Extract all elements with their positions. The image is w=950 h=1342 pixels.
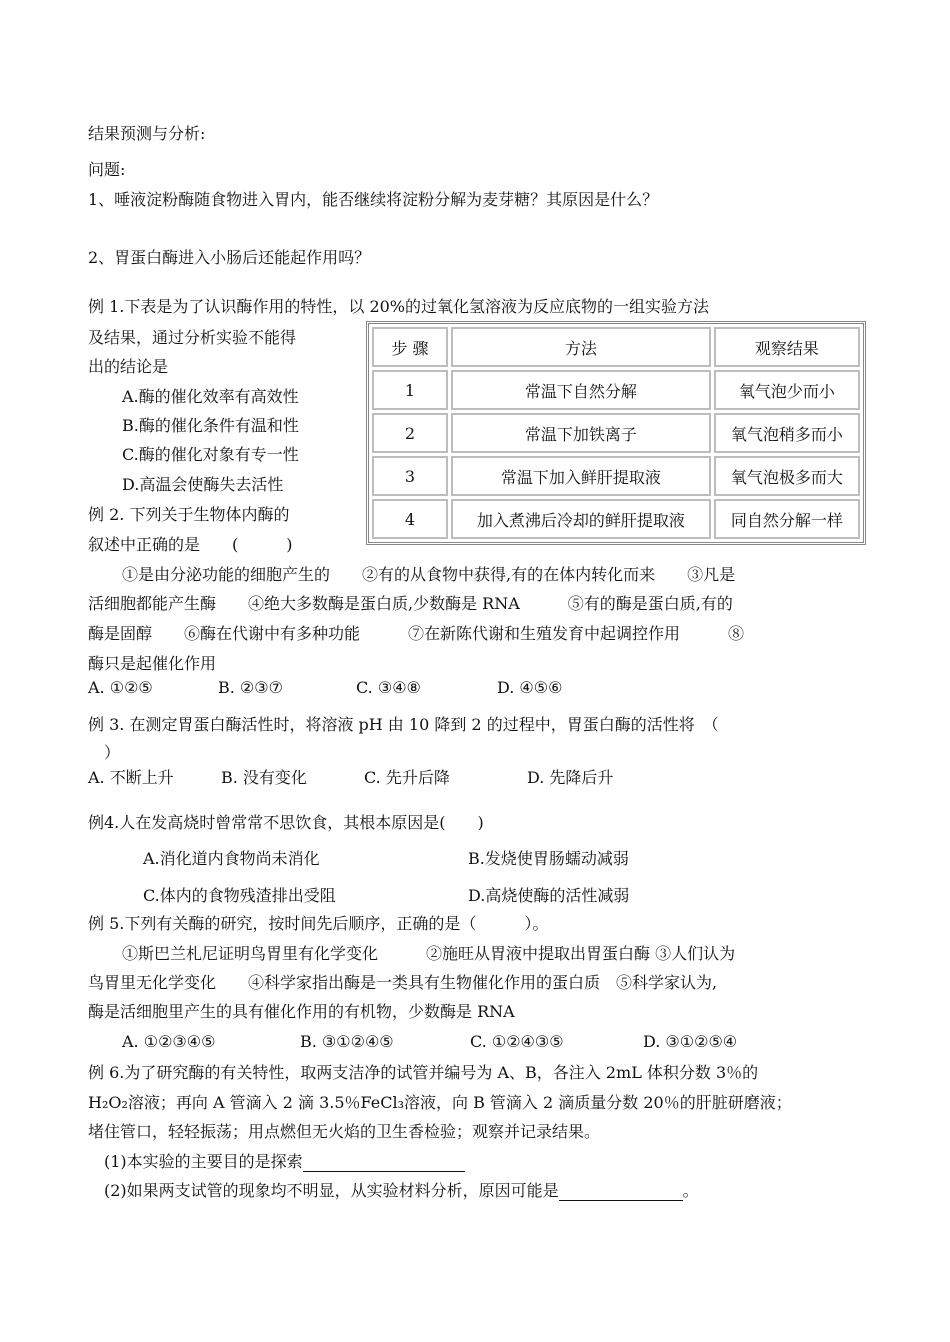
table-row (372, 413, 860, 453)
example-2-option-a: A. ①②⑤ (88, 678, 153, 697)
example-5-option-d: D. ③①②⑤④ (643, 1032, 738, 1051)
example-4-option-d: D.高烧使酶的活性减弱 (468, 886, 630, 905)
example-4-line-1: 例4.人在发高烧时曾常常不思饮食，其根本原因是( ) (88, 813, 484, 832)
example-5-option-a: A. ①②③④⑤ (122, 1032, 216, 1051)
table-cell: 常温下自然分解 (451, 370, 711, 410)
example-1-line-1: 例 1.下表是为了认识酶作用的特性，以 20%的过氧化氢溶液为反应底物的一组实验方法 (88, 297, 710, 316)
example-2-line-1: 例 2. 下列关于生物体内酶的 (88, 505, 290, 524)
example-2-body-2: 活细胞都能产生酶 ④绝大多数酶是蛋白质,少数酶是 RNA ⑤有的酶是蛋白质,有的 (88, 594, 733, 613)
example-2-line-2: 叙述中正确的是 ( ) (88, 535, 293, 554)
table-header-step: 步 骤 (372, 327, 448, 367)
example-5-body-3: 酶是活细胞里产生的具有催化作用的有机物，少数酶是 RNA (88, 1002, 515, 1021)
table-cell: 氧气泡稍多而小 (714, 413, 860, 453)
section-title: 结果预测与分析: (88, 124, 206, 143)
example-5-option-b: B. ③①②④⑤ (300, 1032, 394, 1051)
example-1-option-b: B.酶的催化条件有温和性 (122, 416, 299, 435)
example-3-line-1: 例 3. 在测定胃蛋白酶活性时，将溶液 pH 由 10 降到 2 的过程中，胃蛋白酶的活性将 （ (88, 715, 719, 734)
example-6-line-3: 堵住管口，轻轻振荡；用点燃但无火焰的卫生香检验；观察并记录结果。 (88, 1122, 601, 1141)
example-3-option-b: B. 没有变化 (221, 768, 307, 787)
example-6-line-1: 例 6.为了研究酶的有关特性，取两支洁净的试管并编号为 A、B，各注入 2mL 体积分数 3％的 (88, 1063, 759, 1082)
example-2-body-4: 酶只是起催化作用 (88, 654, 217, 673)
example-1-line-2: 及结果，通过分析实验不能得 (88, 328, 297, 347)
example-2-body-1: ①是由分泌功能的细胞产生的 ②有的从食物中获得,有的在体内转化而来 ③凡是 (122, 565, 736, 584)
example-3-option-d: D. 先降后升 (527, 768, 614, 787)
example-5-option-c: C. ①②④③⑤ (470, 1032, 564, 1051)
table-cell: 3 (372, 456, 448, 496)
example-1-option-a: A.酶的催化效率有高效性 (122, 387, 299, 406)
question-2: 2、胃蛋白酶进入小肠后还能起作用吗？ (88, 248, 371, 267)
table-cell: 1 (372, 370, 448, 410)
example-1-option-d: D.高温会使酶失去活性 (122, 475, 284, 494)
question-2-end: 。 (682, 1181, 699, 1200)
table-cell: 常温下加铁离子 (451, 413, 711, 453)
example-1-line-3: 出的结论是 (88, 357, 169, 376)
answer-blank-1[interactable] (303, 1153, 465, 1172)
table-row (372, 499, 860, 539)
question-1-text: (1)本实验的主要目的是探索 (104, 1152, 303, 1171)
table-cell: 氧气泡极多而大 (714, 456, 860, 496)
example-2-option-d: D. ④⑤⑥ (497, 678, 563, 697)
questions-label: 问题: (88, 160, 126, 179)
question-2-text: (2)如果两支试管的现象均不明显，从实验材料分析，原因可能是 (104, 1181, 559, 1200)
example-2-option-b: B. ②③⑦ (218, 678, 283, 697)
example-6-question-2 (104, 1181, 699, 1201)
example-2-body-3: 酶是固醇 ⑥酶在代谢中有多种功能 ⑦在新陈代谢和生殖发育中起调控作用 ⑧ (88, 624, 745, 643)
example-4-option-b: B.发烧使胃肠蠕动减弱 (468, 849, 629, 868)
example-5-body-2: 鸟胃里无化学变化 ④科学家指出酶是一类具有生物催化作用的蛋白质 ⑤科学家认为, (88, 973, 718, 992)
experiment-table (366, 321, 866, 545)
example-3-line-2: ） (88, 743, 121, 762)
table-cell: 常温下加入鲜肝提取液 (451, 456, 711, 496)
question-1: 1、唾液淀粉酶随食物进入胃内，能否继续将淀粉分解为麦芽糖？其原因是什么？ (88, 190, 659, 209)
example-3-option-c: C. 先升后降 (364, 768, 450, 787)
example-3-option-a: A. 不断上升 (88, 768, 174, 787)
example-4-option-a: A.消化道内食物尚未消化 (143, 849, 320, 868)
answer-blank-2[interactable] (559, 1182, 683, 1201)
table-cell: 2 (372, 413, 448, 453)
example-5-line-1: 例 5.下列有关酶的研究，按时间先后顺序，正确的是（ ）。 (88, 914, 549, 933)
table-header-result: 观察结果 (714, 327, 860, 367)
table-header-row (372, 327, 860, 367)
example-5-body-1: ①斯巴兰札尼证明鸟胃里有化学变化 ②施旺从胃液中提取出胃蛋白酶 ③人们认为 (122, 944, 736, 963)
table-row (372, 456, 860, 496)
example-2-option-c: C. ③④⑧ (356, 678, 421, 697)
example-1-option-c: C.酶的催化对象有专一性 (122, 445, 299, 464)
table-cell: 同自然分解一样 (714, 499, 860, 539)
table-cell: 氧气泡少而小 (714, 370, 860, 410)
example-6-question-1 (104, 1152, 465, 1172)
table-header-method: 方法 (451, 327, 711, 367)
table-cell: 4 (372, 499, 448, 539)
example-4-option-c: C.体内的食物残渣排出受阻 (143, 886, 336, 905)
table-cell: 加入煮沸后冷却的鲜肝提取液 (451, 499, 711, 539)
example-6-line-2: H₂O₂溶液；再向 A 管滴入 2 滴 3.5％FeCl₃溶液，向 B 管滴入 2 滴质量分数 20％的肝脏研磨液； (88, 1093, 792, 1112)
table-row (372, 370, 860, 410)
